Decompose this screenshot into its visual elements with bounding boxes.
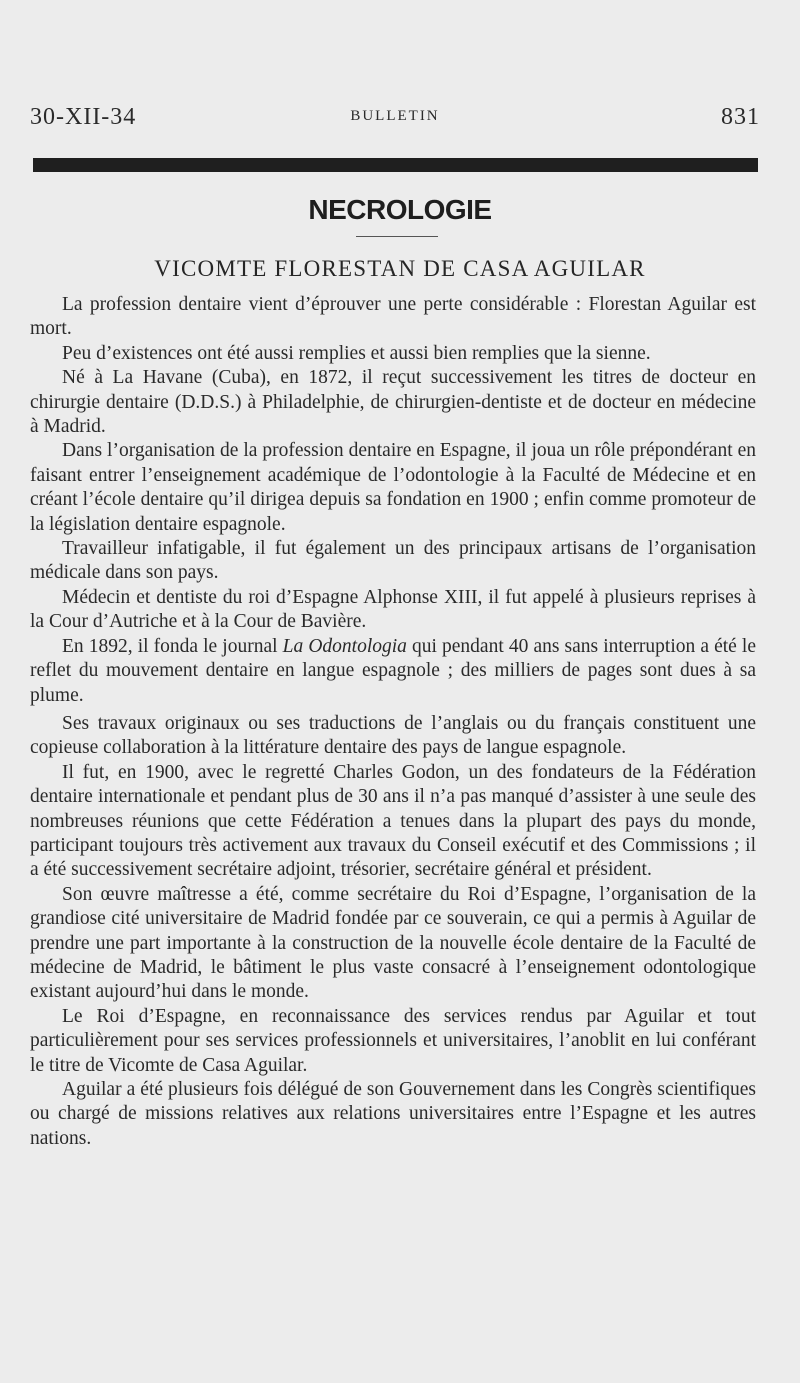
journal-title-italic: La Odontologia (282, 635, 407, 657)
paragraph-text: En 1892, il fonda le journal (62, 635, 283, 657)
title-divider (356, 236, 438, 237)
paragraph: Le Roi d’Espagne, en reconnaissance des services rendus par Aguilar et tout particulièrement pour ses services professionnels et universitaires, l’anoblit en lui conférant le titre de Vicomte de Casa Aguilar. (30, 1005, 756, 1076)
article-title: VICOMTE FLORESTAN DE CASA AGUILAR (154, 256, 646, 281)
paragraph: Aguilar a été plusieurs fois délégué de son Gouvernement dans les Congrès scientifiques ou chargé de missions relatives aux relations universitaires entre l’Espagne et les autres nations. (30, 1079, 756, 1149)
journal-name: BULLETIN (350, 108, 440, 124)
paragraph (30, 635, 756, 708)
paragraph: La profession dentaire vient d’éprouver une perte considérable : Florestan Aguilar est mort. (30, 294, 756, 340)
paragraph: Médecin et dentiste du roi d’Espagne Alphonse XIII, il fut appelé à plusieurs reprises à la Cour d’Autriche et à la Cour de Bavière. (30, 586, 756, 633)
section-title: NECROLOGIE (308, 194, 492, 225)
paragraph: Son œuvre maîtresse a été, comme secrétaire du Roi d’Espagne, l’organisation de la grandiose cité universitaire de Madrid fondée par ce souverain, ce qui a permis à Aguilar de prendre une part importante à la construction de la nouvelle école dentaire de la Faculté de médecine de Madrid, le bâtiment le plus vaste consacré à l’enseignement odontologique existant aujourd’hui dans le monde. (30, 883, 756, 1003)
issue-date: 30-XII-34 (30, 104, 137, 130)
paragraph: Dans l’organisation de la profession dentaire en Espagne, il joua un rôle prépondérant en faisant entrer l’enseignement académique de l’odontologie à la Faculté de Médecine et en créant l’école dentaire qu’il dirigea depuis sa fondation en 1900 ; enfin comme promoteur de la législation dentaire espagnole. (30, 440, 756, 535)
paragraph: Peu d’existences ont été aussi remplies et aussi bien remplies que la sienne. (62, 342, 651, 364)
paragraph: Travailleur infatigable, il fut également un des principaux artisans de l’organisation médicale dans son pays. (30, 538, 756, 584)
running-header (30, 104, 760, 134)
paragraph: Ses travaux originaux ou ses traductions de l’anglais ou du français constituent une copieuse collaboration à la littérature dentaire des pays de langue espagnole. (30, 712, 756, 759)
paragraph: Il fut, en 1900, avec le regretté Charles Godon, un des fondateurs de la Fédération dentaire internationale et pendant plus de 30 ans il n’a pas manqué d’assister à une seule des nombreuses réunions que cette Fédération a tenues dans la plupart des pays du monde, participant toujours très activement aux travaux du Conseil exécutif et des Commissions ; il a été successivement secrétaire adjoint, trésorier, secrétaire général et président. (30, 761, 756, 881)
paragraph: Né à La Havane (Cuba), en 1872, il reçut successivement les titres de docteur en chirurgie dentaire (D.D.S.) à Philadelphie, de chirurgien-dentiste et de docteur en médecine à Madrid. (30, 367, 756, 438)
article-body (30, 293, 756, 1151)
page-number: 831 (721, 104, 760, 130)
header-rule (33, 158, 758, 172)
paragraph-text: qui pendant 40 ans sans interruption a été le reflet du mouvement dentaire en langue espagnole ; des milliers de pages sont dues à sa plume. (30, 635, 756, 706)
